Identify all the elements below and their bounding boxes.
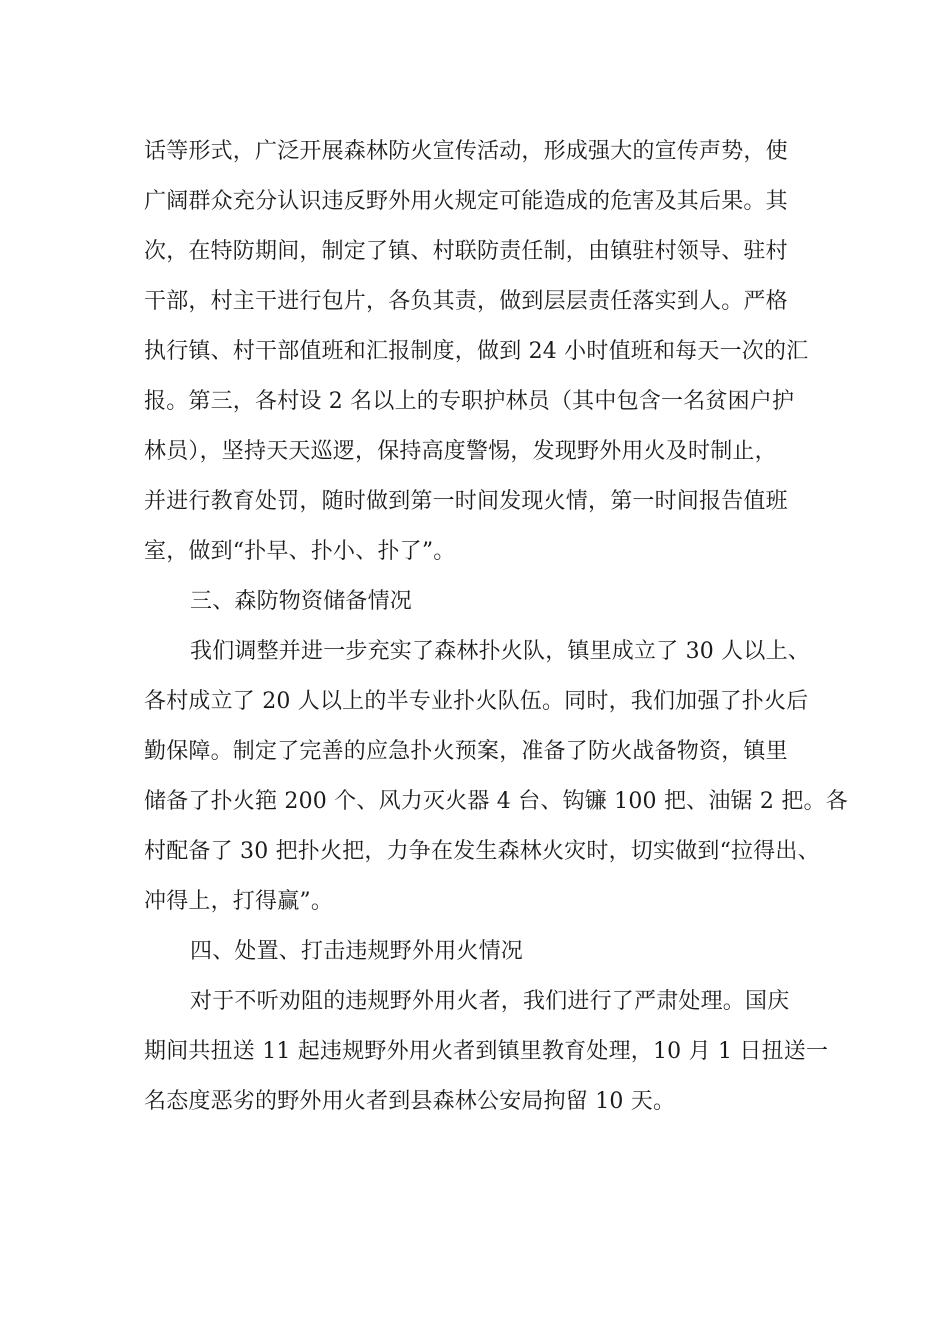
body-text-line: 期间共扭送 11 起违规野外用火者到镇里教育处理，10 月 1 日扭送一 <box>144 1039 829 1064</box>
body-text-line: 并进行教育处罚，随时做到第一时间发现火情，第一时间报告值班 <box>144 489 788 514</box>
body-text-line: 我们调整并进一步充实了森林扑火队，镇里成立了 30 人以上、 <box>190 639 810 664</box>
body-text-line: 名态度恶劣的野外用火者到县森林公安局拘留 10 天。 <box>144 1089 676 1114</box>
body-text-line: 勤保障。制定了完善的应急扑火预案，准备了防火战备物资，镇里 <box>144 739 788 764</box>
body-text-line: 次，在特防期间，制定了镇、村联防责任制，由镇驻村领导、驻村 <box>144 239 788 264</box>
body-text-line: 林员），坚持天天巡逻，保持高度警惕，发现野外用火及时制止， <box>144 439 777 464</box>
section-heading: 四、处置、打击违规野外用火情况 <box>190 939 524 964</box>
body-text-line: 执行镇、村干部值班和汇报制度，做到 24 小时值班和每天一次的汇 <box>144 339 809 364</box>
body-text-line: 话等形式，广泛开展森林防火宣传活动，形成强大的宣传声势，使 <box>144 139 788 164</box>
body-text-line: 储备了扑火筢 200 个、风力灭火器 4 台、钩镰 100 把、油锯 2 把。各 <box>144 789 848 814</box>
body-text-line: 室，做到“扑早、扑小、扑了”。 <box>144 539 456 564</box>
body-text-line: 报。第三，各村设 2 名以上的专职护林员（其中包含一名贫困户护 <box>144 389 795 414</box>
body-text-line: 村配备了 30 把扑火把，力争在发生森林火灾时，切实做到“拉得出、 <box>144 839 820 864</box>
body-text-line: 对于不听劝阻的违规野外用火者，我们进行了严肃处理。国庆 <box>190 989 790 1014</box>
body-text-line: 冲得上，打得赢”。 <box>144 889 334 914</box>
body-text-line: 广阔群众充分认识违反野外用火规定可能造成的危害及其后果。其 <box>144 189 788 214</box>
section-heading: 三、森防物资储备情况 <box>190 589 413 614</box>
body-text-line: 干部，村主干进行包片，各负其责，做到层层责任落实到人。严格 <box>144 289 788 314</box>
body-text-line: 各村成立了 20 人以上的半专业扑火队伍。同时，我们加强了扑火后 <box>144 689 809 714</box>
